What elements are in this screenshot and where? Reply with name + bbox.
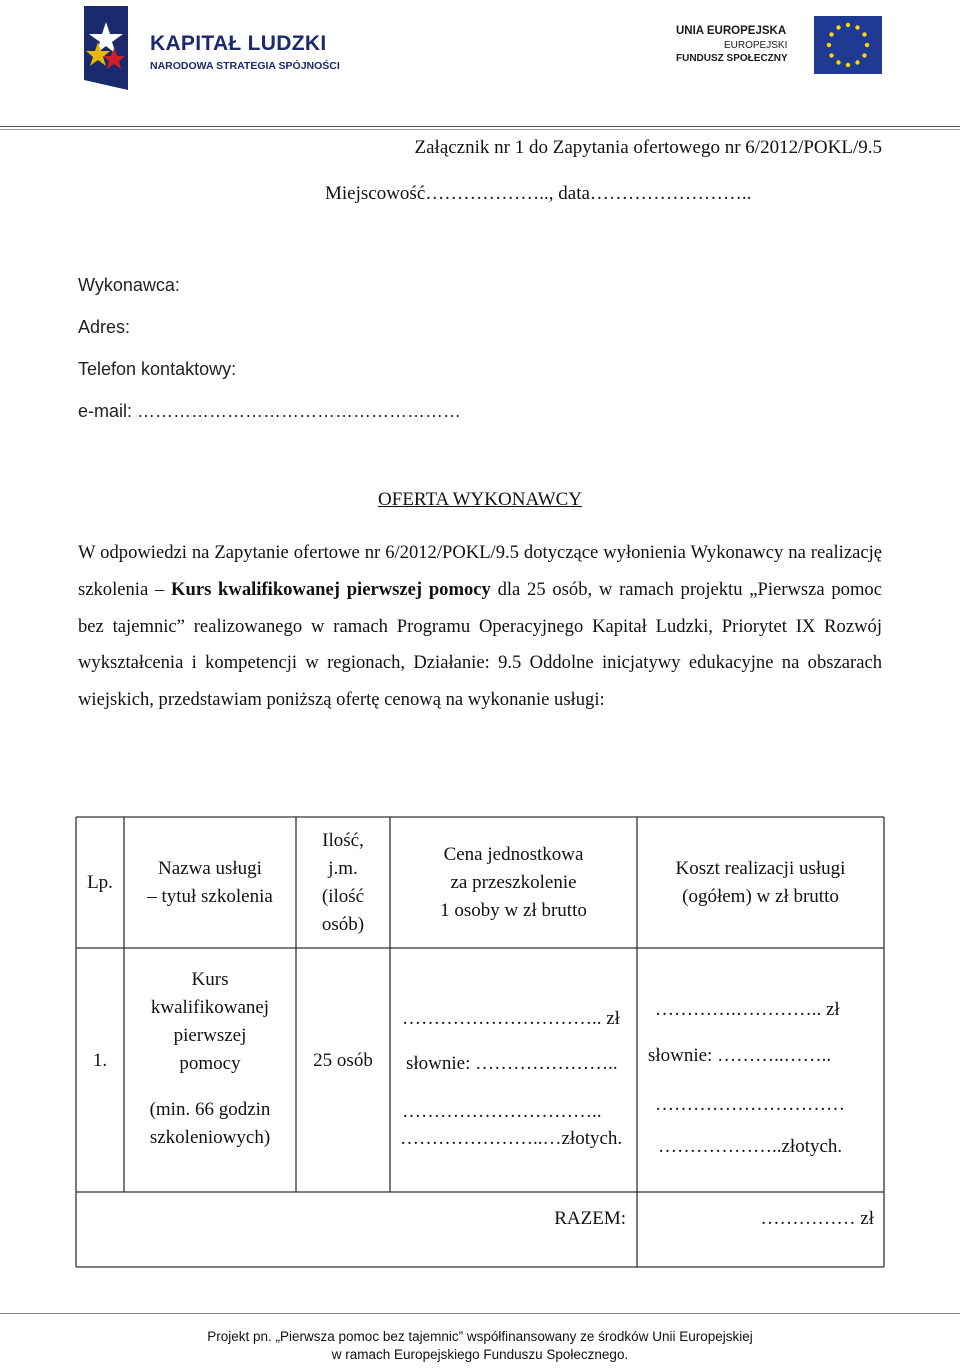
table-row-hours-line: szkoleniowych) bbox=[149, 1127, 271, 1148]
address-label: Adres: bbox=[78, 317, 131, 337]
table-row-qty: 25 osób bbox=[313, 1049, 373, 1071]
phone-label: Telefon kontaktowy: bbox=[78, 359, 237, 379]
place-date-line: Miejscowość……………….., data…………………….. bbox=[325, 183, 752, 204]
total-cost-words-end: ………………..złotych. bbox=[658, 1136, 843, 1157]
total-cost-dots: ………………………… bbox=[655, 1094, 845, 1115]
eu-logo-line2: EUROPEJSKI bbox=[724, 40, 788, 51]
intro-text-2: dla 25 osób, w ramach projektu „Pierwsza pomoc bez tajemnic” realizowanego w ramach Programu Operacyjnego Kapitał Ludzki, Priorytet IX Rozwój wykształcenia i kompetencji w regionach, Działanie: 9.5 Oddolne inicjatywy edukacyjne na obszarach wiejskich, przedstawiam poniższą ofertę cenową na wykonanie usługi: bbox=[78, 578, 882, 711]
offer-title: OFERTA WYKONAWCY bbox=[378, 489, 582, 510]
footer bbox=[0, 1328, 960, 1364]
table-header-name bbox=[124, 817, 296, 948]
table-header-qty bbox=[296, 817, 390, 948]
table-header-total-cost bbox=[637, 817, 884, 948]
unit-price-dots: ………………………….. bbox=[402, 1101, 602, 1122]
table-row-name-line: kwalifikowanej bbox=[150, 997, 270, 1018]
table-row-hours-line: (min. 66 godzin bbox=[149, 1099, 271, 1120]
table-header-name-line: Nazwa usługi bbox=[158, 857, 262, 879]
table-header-qty-line: (ilość bbox=[321, 885, 365, 907]
table-header-unit-price bbox=[390, 817, 637, 948]
unit-price-amount: ………………………….. zł bbox=[402, 1008, 620, 1029]
total-label: RAZEM: bbox=[554, 1208, 626, 1229]
table-header-name-line: – tytuł szkolenia bbox=[147, 885, 273, 907]
table-row-name bbox=[124, 966, 296, 1152]
contractor-label: Wykonawca: bbox=[78, 275, 180, 295]
unit-price-words-end: …………………..…złotych. bbox=[400, 1128, 623, 1149]
email-line: e-mail: ……………………………………………… bbox=[78, 401, 462, 421]
eu-logo-line3: FUNDUSZ SPOŁECZNY bbox=[676, 53, 788, 64]
footer-line2: w ramach Europejskiego Funduszu Społecznego. bbox=[331, 1347, 629, 1362]
footer-line1: Projekt pn. „Pierwsza pomoc bez tajemnic” współfinansowany ze środków Unii Europejskiej bbox=[207, 1329, 753, 1344]
footer-divider bbox=[0, 1313, 960, 1314]
table-header-unit-price-line: Cena jednostkowa bbox=[443, 843, 584, 865]
table-row-name-line: pierwszej bbox=[173, 1025, 247, 1046]
table-header-qty-line: j.m. bbox=[328, 857, 358, 879]
kapital-ludzki-subtitle: NARODOWA STRATEGIA SPÓJNOŚCI bbox=[150, 60, 340, 72]
table-header-lp: Lp. bbox=[87, 871, 113, 893]
table-row-lp: 1. bbox=[92, 1049, 108, 1071]
table-row-name-line: pomocy bbox=[179, 1053, 241, 1074]
kapital-ludzki-title: KAPITAŁ LUDZKI bbox=[150, 32, 327, 55]
table-header-qty-line: osób) bbox=[321, 913, 365, 935]
unit-price-words: słownie: ………………….. bbox=[406, 1053, 618, 1074]
total-value: …………… zł bbox=[760, 1208, 874, 1229]
table-header-unit-price-line: 1 osoby w zł brutto bbox=[440, 899, 587, 921]
table-header-unit-price-line: za przeszkolenie bbox=[450, 871, 577, 893]
table-header-total-cost-line: (ogółem) w zł brutto bbox=[682, 885, 839, 907]
table-header-total-cost-line: Koszt realizacji usługi bbox=[675, 857, 846, 879]
table-header-qty-line: Ilość, bbox=[322, 829, 364, 851]
intro-text-1: W odpowiedzi na Zapytanie ofertowe nr 6/2012/POKL/9.5 dotyczące wyłonienia Wykonawcy na realizację szkolenia – bbox=[78, 542, 882, 600]
eu-logo-line1: UNIA EUROPEJSKA bbox=[676, 25, 787, 37]
total-cost-words: słownie: ………..…….. bbox=[648, 1045, 832, 1066]
intro-bold-course: Kurs kwalifikowanej pierwszej pomocy bbox=[171, 578, 491, 600]
attachment-line: Załącznik nr 1 do Zapytania ofertowego nr 6/2012/POKL/9.5 bbox=[414, 137, 882, 158]
table-row-name-line: Kurs bbox=[191, 969, 229, 990]
total-cost-amount: ………….………….. zł bbox=[655, 999, 840, 1020]
